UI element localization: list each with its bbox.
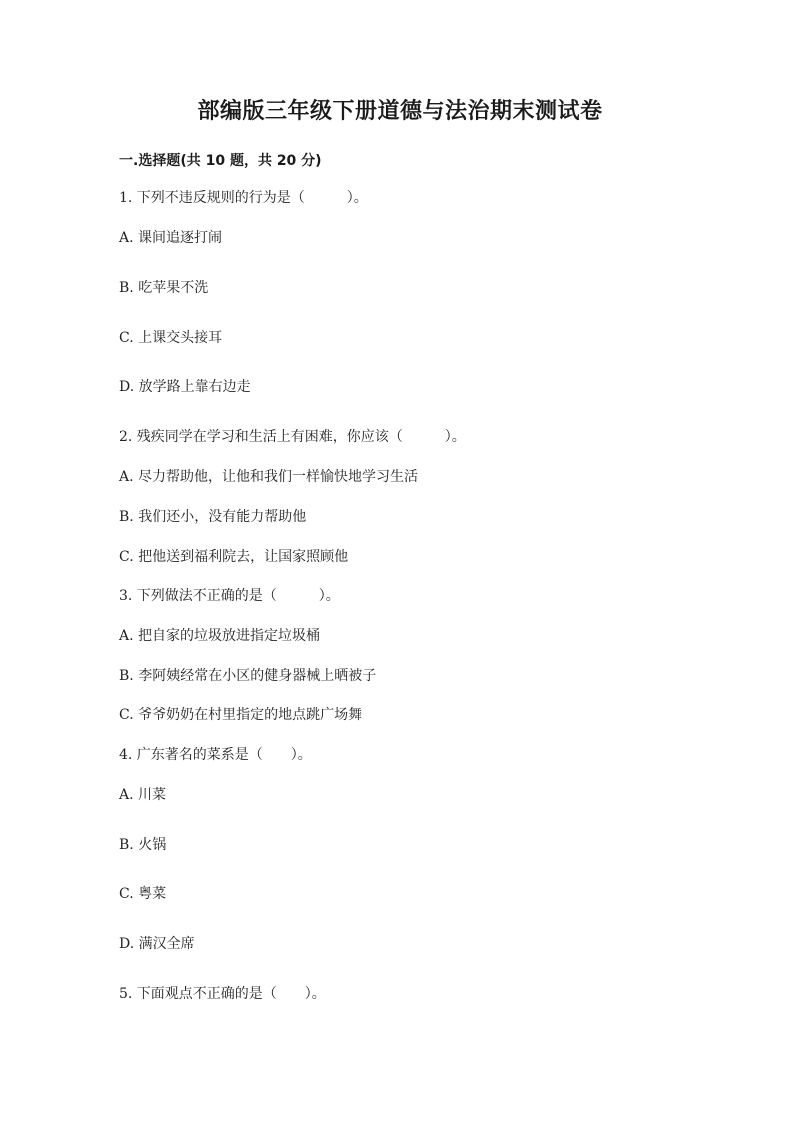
question-1-stem: 1. 下列不违反规则的行为是（ ）。 bbox=[119, 190, 368, 206]
question-2-stem: 2. 残疾同学在学习和生活上有困难，你应该（ ）。 bbox=[119, 429, 466, 445]
question-4-option-c: C. 粤菜 bbox=[119, 886, 167, 902]
page-title: 部编版三年级下册道德与法治期末测试卷 bbox=[197, 99, 603, 124]
question-4-option-a: A. 川菜 bbox=[119, 787, 167, 803]
question-3-option-a: A. 把自家的垃圾放进指定垃圾桶 bbox=[119, 628, 321, 644]
question-1-option-a: A. 课间追逐打闹 bbox=[119, 230, 223, 246]
question-4-stem: 4. 广东著名的菜系是（ ）。 bbox=[119, 747, 312, 763]
question-2-option-c: C. 把他送到福利院去，让国家照顾他 bbox=[119, 549, 349, 565]
question-1-option-b: B. 吃苹果不洗 bbox=[119, 280, 209, 296]
question-1-option-d: D. 放学路上靠右边走 bbox=[119, 379, 251, 395]
question-4-option-d: D. 满汉全席 bbox=[119, 936, 195, 952]
question-4-option-b: B. 火锅 bbox=[119, 837, 167, 853]
question-3-stem: 3. 下列做法不正确的是（ ）。 bbox=[119, 588, 340, 604]
question-2-option-a: A. 尽力帮助他，让他和我们一样愉快地学习生活 bbox=[119, 469, 419, 485]
question-2-option-b: B. 我们还小，没有能力帮助他 bbox=[119, 509, 307, 525]
question-5-stem: 5. 下面观点不正确的是（ ）。 bbox=[119, 986, 326, 1002]
question-1-option-c: C. 上课交头接耳 bbox=[119, 330, 223, 346]
question-3-option-c: C. 爷爷奶奶在村里指定的地点跳广场舞 bbox=[119, 707, 363, 723]
section-heading: 一.选择题(共 10 题，共 20 分) bbox=[119, 153, 322, 169]
question-3-option-b: B. 李阿姨经常在小区的健身器械上晒被子 bbox=[119, 668, 377, 684]
